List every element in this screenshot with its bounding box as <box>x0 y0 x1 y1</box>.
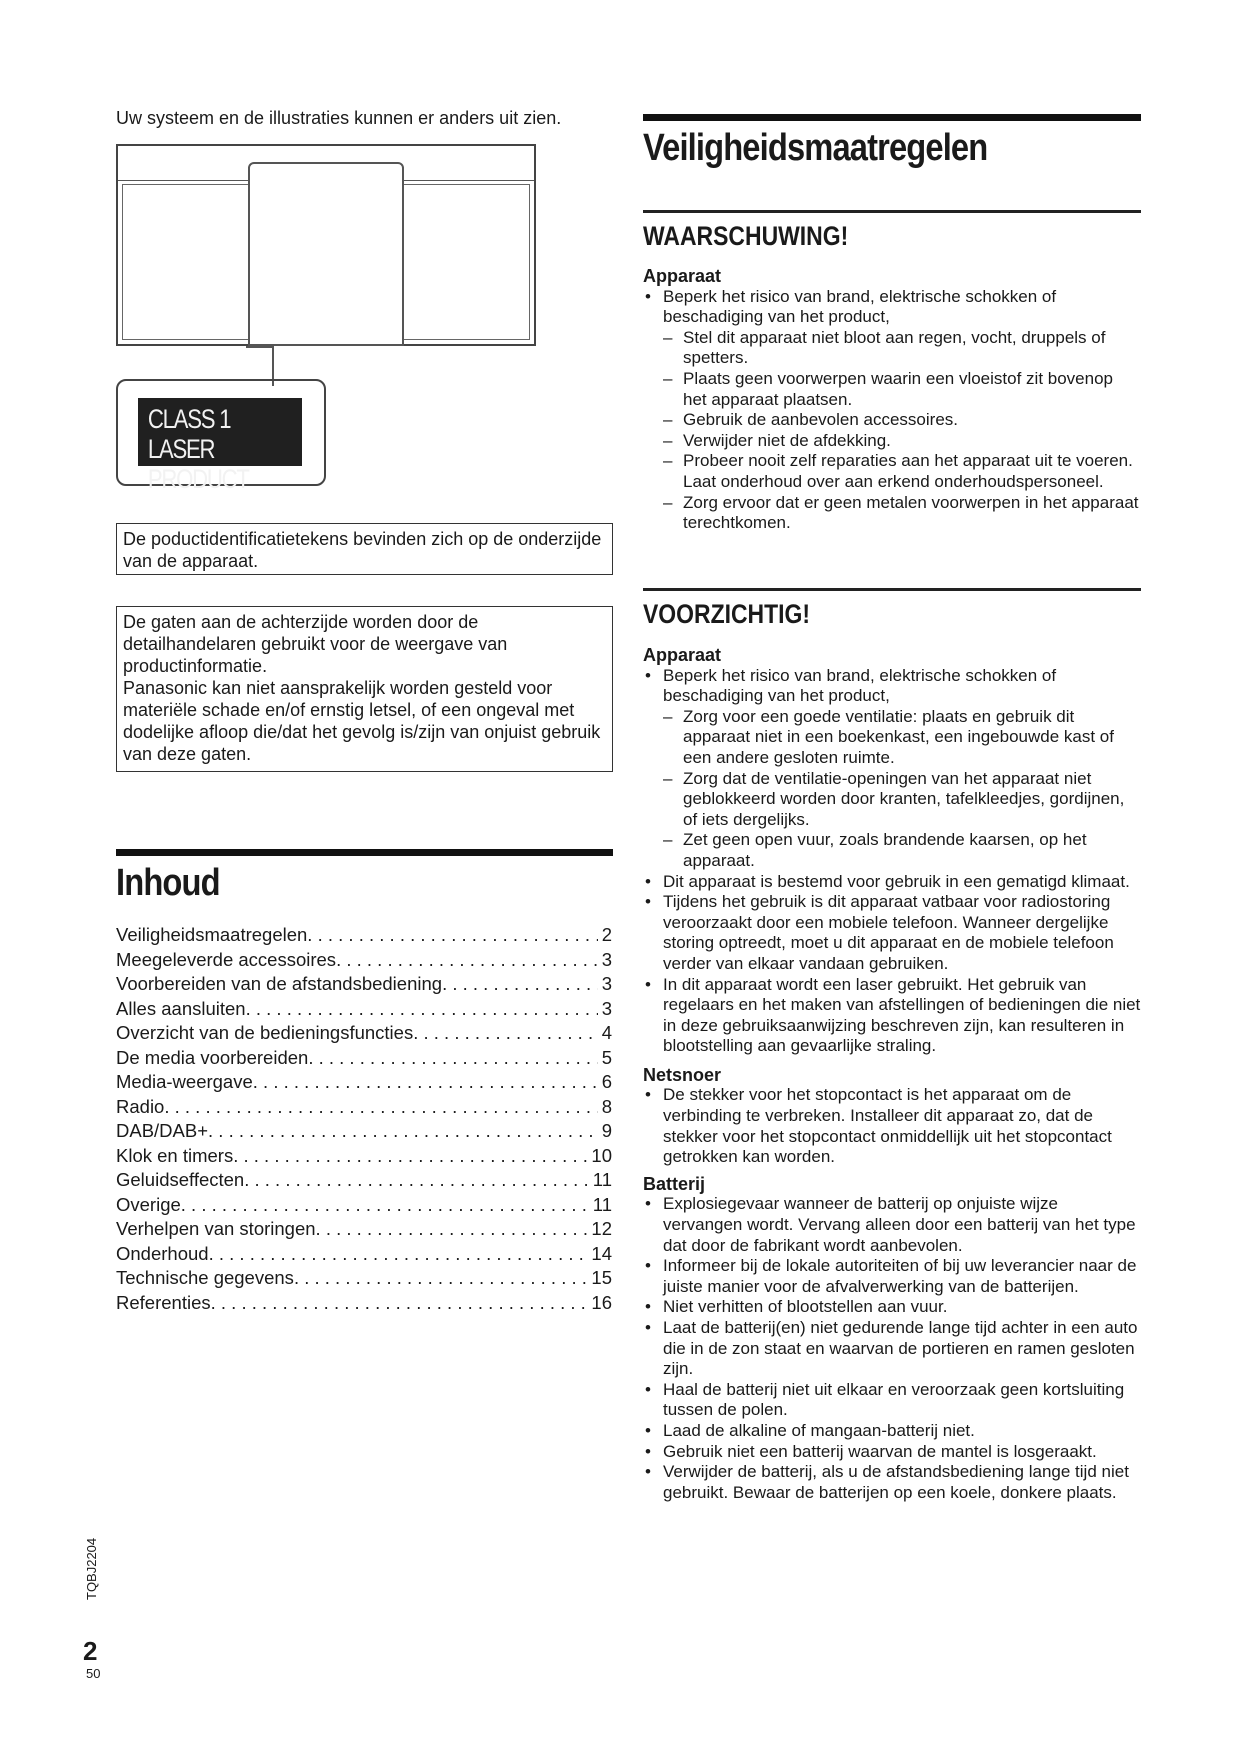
toc-entry-label: Klok en timers <box>116 1144 234 1166</box>
toc-entry[interactable] <box>116 1022 612 1047</box>
caution-bullet: • Dit apparaat is bestemd voor gebruik in een gematigd klimaat. <box>643 872 1141 893</box>
battery-bullet: • Verwijder de batterij, als u de afstandsbediening lange tijd niet gebruikt. Bewaar de batterijen op een koele, donkere plaats. <box>643 1462 1141 1503</box>
battery-bullet: • Haal de batterij niet uit elkaar en veroorzaak geen kortsluiting tussen de polen. <box>643 1380 1141 1421</box>
toc-entry-page: 9 <box>601 1120 612 1141</box>
caution-bullet: • Tijdens het gebruik is dit apparaat vatbaar voor radiostoring veroorzaakt door een mobiele telefoon. Wanneer dergelijke storing optreedt, moet u dit apparaat en de mobiele telefoon verder van elkaar vandaan gebruiken. <box>643 892 1141 974</box>
battery-heading: Batterij <box>643 1173 706 1194</box>
caution-rule <box>643 588 1141 591</box>
product-id-note: De poductidentificatietekens bevinden zich op de onderzijde van de apparaat. <box>116 523 613 575</box>
toc-entry[interactable] <box>116 924 612 949</box>
toc-entry-label: DAB/DAB+ <box>116 1120 209 1141</box>
toc-entry-page: 16 <box>591 1291 612 1313</box>
caution-subheading: Apparaat <box>643 645 722 665</box>
toc-entry[interactable] <box>116 1194 612 1219</box>
liability-note-text: Panasonic kan niet aansprakelijk worden gesteld voor materiële schade en/of ernstig letsel, of een ongeval met dodelijke afloop die/dat het gevolg is/zijn van onjuist gebruik van deze gaten. <box>123 678 601 764</box>
caution-bullet-1: • Beperk het risico van brand, elektrische schokken of beschadiging van het product, – Zorg voor een goede ventilatie: plaats en gebruik dit apparaat niet in een boekenkast, een ingebouwde kast of een andere gesloten ruimte. – Zorg dat de ventilatie-openingen van het apparaat niet geblokkeerd worden door kranten, tafelkleedjes, gordijnen, of iets dergelijks. – Zet geen open vuur, zoals brandende kaarsen, op het apparaat. <box>643 666 1141 872</box>
toc-entry-label: De media voorbereiden <box>116 1046 309 1068</box>
toc-entry-label: Alles aansluiten <box>116 997 246 1019</box>
toc-entry[interactable] <box>116 1096 612 1121</box>
battery-bullet: • Informeer bij de lokale autoriteiten of bij uw leverancier naar de juiste manier voor de afvalverwerking van de batterijen. <box>643 1256 1141 1297</box>
toc-entry-page: 3 <box>601 997 612 1019</box>
toc-entry-page: 6 <box>601 1071 612 1092</box>
toc-entry-label: Meegeleverde accessoires <box>116 948 337 970</box>
device-lid <box>248 162 404 346</box>
toc-title: Inhoud <box>116 862 220 904</box>
battery-bullet: • Niet verhitten of blootstellen aan vuur. <box>643 1297 1141 1318</box>
toc-entry-label: Overige <box>116 1193 181 1215</box>
toc-entry-page: 12 <box>591 1218 612 1239</box>
laser-label-line2: LASER PRODUCT <box>147 434 249 494</box>
warning-subheading: Apparaat <box>643 266 722 286</box>
toc-leader-dots <box>294 1267 587 1289</box>
toc-leader-dots <box>244 1169 589 1191</box>
warning-dash-item: – Zorg ervoor dat er geen metalen voorwerpen in het apparaat terechtkomen. <box>643 493 1141 534</box>
toc-entry-label: Geluidseffecten <box>116 1169 245 1190</box>
toc-leader-dots <box>253 1071 598 1093</box>
toc-leader-dots <box>164 1096 597 1118</box>
toc-entry-page: 3 <box>601 973 612 994</box>
toc-entry-label: Radio <box>116 1095 165 1117</box>
toc-leader-dots <box>413 1022 598 1044</box>
toc-entry-page: 4 <box>601 1022 612 1043</box>
warning-dash-item: – Probeer nooit zelf reparaties aan het apparaat uit te voeren. Laat onderhoud over aan erkend onderhoudspersoneel. <box>643 451 1141 492</box>
toc-entry[interactable] <box>116 1218 612 1243</box>
leader-line <box>246 346 274 348</box>
caution-section <box>643 645 1141 1503</box>
battery-bullet: • Laad de alkaline of mangaan-batterij niet. <box>643 1421 1141 1442</box>
toc-leader-dots <box>209 1243 588 1265</box>
laser-label-callout <box>116 379 326 494</box>
toc-leader-dots <box>208 1120 598 1142</box>
toc-entry-label: Veiligheidsmaatregelen <box>116 924 308 945</box>
toc-entry-label: Voorbereiden van de afstandsbediening <box>116 973 443 994</box>
warning-rule <box>643 210 1141 213</box>
toc-leader-dots <box>233 1145 587 1167</box>
warning-dash-item: – Stel dit apparaat niet bloot aan regen, vocht, druppels of spetters. <box>643 328 1141 369</box>
toc-entry[interactable] <box>116 973 612 998</box>
warning-dash-item: – Verwijder niet de afdekking. <box>643 431 1141 452</box>
warning-section <box>643 266 1141 534</box>
laser-label-line1: CLASS 1 <box>147 404 231 434</box>
table-of-contents <box>116 924 612 1316</box>
page-subnumber: 50 <box>86 1666 101 1681</box>
toc-entry[interactable] <box>116 1047 612 1072</box>
rear-holes-note-text: De gaten aan de achterzijde worden door de detailhandelaren gebruikt voor de weergave van productinformatie. <box>123 612 508 676</box>
toc-leader-dots <box>316 1218 588 1240</box>
battery-bullet: • Explosiegevaar wanneer de batterij op onjuiste wijze vervangen wordt. Vervang alleen door een batterij van het type dat door de fabrikant wordt aanbevolen. <box>643 1194 1141 1256</box>
rear-holes-note <box>116 606 613 772</box>
document-code: TQBJ2204 <box>84 1537 99 1600</box>
toc-entry-page: 2 <box>601 924 612 945</box>
toc-entry-page: 15 <box>591 1267 612 1288</box>
toc-entry-page: 8 <box>601 1095 612 1117</box>
toc-entry-page: 11 <box>592 1193 612 1215</box>
toc-entry-label: Onderhoud <box>116 1242 209 1264</box>
toc-leader-dots <box>246 998 598 1020</box>
warning-bullet: • Beperk het risico van brand, elektrische schokken of beschadiging van het product, – Stel dit apparaat niet bloot aan regen, vocht, druppels of spetters. – Plaats geen voorwerpen waarin een vloeistof zit bovenop het apparaat plaatsen. – Gebruik de aanbevolen accessoires. – Verwijder niet de afdekking. – Probeer nooit zelf reparaties aan het apparaat uit te voeren. Laat onderhoud over aan erkend onderhoudspersoneel. – Zorg ervoor dat er geen metalen voorwerpen in het apparaat terechtkomen. <box>643 287 1141 534</box>
caution-dash-item: – Zorg voor een goede ventilatie: plaats en gebruik dit apparaat niet in een boekenkast, een ingebouwde kast of een andere gesloten ruimte. <box>643 707 1141 769</box>
toc-entry[interactable] <box>116 1169 612 1194</box>
mains-heading: Netsnoer <box>643 1064 722 1085</box>
toc-leader-dots <box>336 949 598 971</box>
toc-leader-dots <box>308 1047 597 1069</box>
toc-leader-dots <box>211 1292 588 1314</box>
toc-entry-page: 11 <box>592 1169 612 1190</box>
laser-class-label <box>138 398 302 494</box>
toc-entry-label: Referenties <box>116 1291 211 1313</box>
caution-dash-item: – Zorg dat de ventilatie-openingen van het apparaat niet geblokkeerd worden door kranten, tafelkleedjes, gordijnen, of iets dergelijks. <box>643 769 1141 831</box>
toc-rule <box>116 849 613 856</box>
toc-entry-page: 14 <box>591 1242 612 1264</box>
toc-leader-dots <box>181 1194 589 1216</box>
toc-entry[interactable] <box>116 1145 612 1170</box>
battery-bullet: • Gebruik niet een batterij waarvan de mantel is losgeraakt. <box>643 1442 1141 1463</box>
warning-heading: WAARSCHUWING! <box>643 221 849 251</box>
toc-entry[interactable] <box>116 1071 612 1096</box>
toc-leader-dots <box>442 973 598 995</box>
page-number: 2 <box>83 1636 98 1666</box>
toc-entry[interactable] <box>116 949 612 974</box>
warning-dash-item: – Gebruik de aanbevolen accessoires. <box>643 410 1141 431</box>
safety-title: Veiligheidsmaatregelen <box>643 127 988 169</box>
toc-entry-label: Media-weergave <box>116 1071 253 1092</box>
toc-entry[interactable] <box>116 1243 612 1268</box>
illustration-caption: Uw systeem en de illustraties kunnen er anders uit zien. <box>116 108 562 128</box>
toc-entry[interactable] <box>116 998 612 1023</box>
toc-entry-label: Technische gegevens <box>116 1267 294 1288</box>
battery-bullet: • Laat de batterij(en) niet gedurende lange tijd achter in een auto die in de zon staat en waarvan de portieren en ramen gesloten zijn. <box>643 1318 1141 1380</box>
toc-entry-label: Overzicht van de bedieningsfuncties <box>116 1022 414 1043</box>
caution-heading: VOORZICHTIG! <box>643 599 811 629</box>
caution-dash-item: – Zet geen open vuur, zoals brandende kaarsen, op het apparaat. <box>643 830 1141 871</box>
safety-rule <box>643 114 1141 121</box>
device-illustration <box>116 144 536 346</box>
toc-entry-page: 3 <box>601 948 612 970</box>
toc-leader-dots <box>307 924 597 946</box>
toc-entry-page: 10 <box>591 1144 612 1166</box>
toc-entry-label: Verhelpen van storingen <box>116 1218 316 1239</box>
mains-bullet: • De stekker voor het stopcontact is het apparaat om de verbinding te verbreken. Installeer dit apparaat zo, dat de stekker voor het stopcontact onmiddellijk uit het stopcontact getrokken kan worden. <box>643 1085 1141 1167</box>
toc-entry[interactable] <box>116 1120 612 1145</box>
caution-bullet: • In dit apparaat wordt een laser gebruikt. Het gebruik van regelaars en het maken van afstellingen of bedieningen die niet in deze gebruiksaanwijzing beschreven zijn, kan resulteren in blootstelling aan gevaarlijke straling. <box>643 975 1141 1057</box>
toc-entry-page: 5 <box>601 1046 612 1068</box>
warning-dash-item: – Plaats geen voorwerpen waarin een vloeistof zit bovenop het apparaat plaatsen. <box>643 369 1141 410</box>
toc-entry[interactable] <box>116 1267 612 1292</box>
toc-entry[interactable] <box>116 1292 612 1317</box>
